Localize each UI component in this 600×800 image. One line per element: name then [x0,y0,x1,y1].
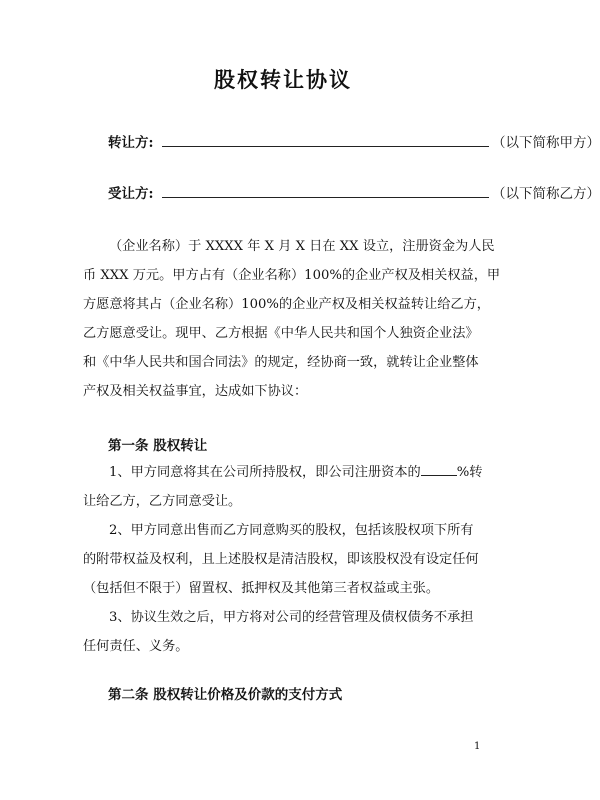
preamble-line: 产权及相关权益事宜，达成如下协议： [83,384,308,399]
transferor-line [108,131,600,155]
clause3-line: 任何责任、义务。 [83,639,189,654]
clause1-line2: 让给乙方，乙方同意受让。 [83,494,242,509]
preamble-line: 币 XXX 万元。甲方占有（企业名称）100%的企业产权及相关权益，甲 [83,268,501,283]
clause3-line: 3、协议生效之后，甲方将对公司的经营管理及债权债务不承担 [109,610,474,625]
clause1-text-after: %转 [456,465,483,480]
document-title: 股权转让协议 [214,67,352,92]
preamble-line: 方愿意将其占（企业名称）100%的企业产权及相关权益转让给乙方， [83,297,490,312]
transferor-blank-field [162,146,489,147]
article1-clause1 [83,458,485,516]
percentage-blank-field [421,462,457,476]
clause1-line1 [83,458,485,487]
clause1-text-before: 1、甲方同意将其在公司所持股权，即公司注册资本的 [109,465,421,480]
transferee-line [108,182,600,206]
article1-heading: 第一条 股权转让 [108,438,208,454]
transferor-label: 转让方: [108,135,154,151]
article1-clause2 [83,516,485,603]
transferee-label: 受让方: [108,186,154,202]
clause2-line: 2、甲方同意出售而乙方同意购买的股权，包括该股权项下所有 [109,523,474,538]
preamble-paragraph [83,232,501,406]
preamble-line: 和《中华人民共和国合同法》的规定，经协商一致，就转让企业整体 [83,355,479,370]
preamble-line: 乙方愿意受让。现甲、乙方根据《中华人民共和国个人独资企业法》 [83,326,479,341]
clause2-line: 的附带权益及权利，且上述股权是清洁股权，即该股权没有设定任何 [83,552,479,567]
transferor-note: （以下简称甲方） [492,135,600,151]
transferee-blank-field [162,197,489,198]
transferee-note: （以下简称乙方） [492,186,600,202]
clause2-line: （包括但不限于）留置权、抵押权及其他第三者权益或主张。 [83,581,440,596]
article1-clause3 [83,603,485,661]
page-number: 1 [474,741,481,752]
article2-heading: 第二条 股权转让价格及价款的支付方式 [108,687,343,703]
preamble-line: （企业名称）于 XXXX 年 X 月 X 日在 XX 设立，注册资金为人民 [109,239,495,254]
